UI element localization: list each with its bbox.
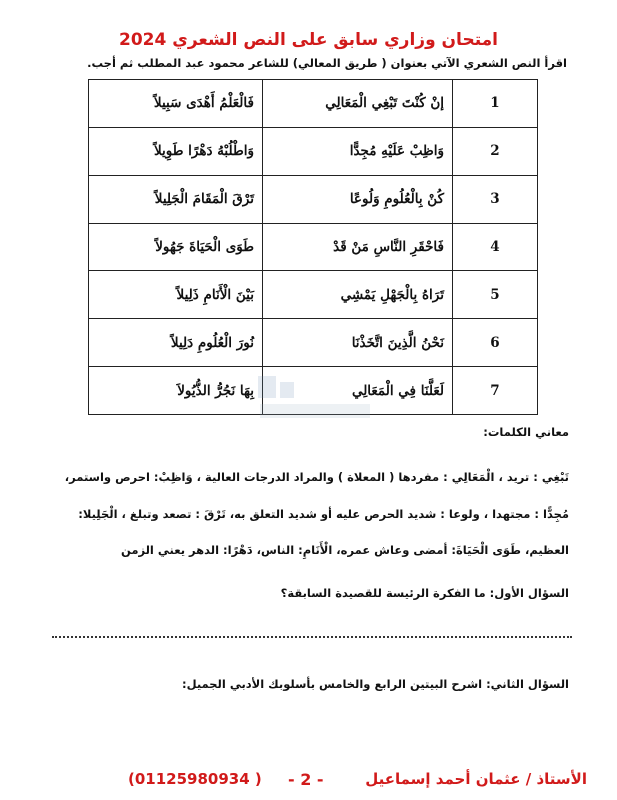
vocab-line-2: مُجِدًّا : مجتهدا ، ولوعا : شديد الحرص عليه أو شديد التعلق به، تَرْقَ : تصعد وتبلغ ، الْجَلِيلا: <box>78 507 569 521</box>
question-1: السؤال الأول: ما الفكرة الرئيسة للقصيدة السابقة؟ <box>280 586 569 600</box>
phone-number: (01125980934 ) <box>128 770 262 788</box>
verse-second-hemistich: بَيْنَ الْأَنَامِ ذَلِيلاً <box>89 271 263 319</box>
verse-first-hemistich: كُنْ بِالْعُلُومِ وَلُوعًا <box>263 175 453 223</box>
poem-row <box>89 319 538 367</box>
poem-row <box>89 175 538 223</box>
question-2: السؤال الثاني: اشرح البيتين الرابع والخامس بأسلوبك الأدبي الجميل: <box>182 677 569 691</box>
answer-dotted-line <box>52 636 572 638</box>
vocab-line-1: تَبْغِي : تريد ، الْمَعَالِي : مفردها ( المعلاة ) والمراد الدرجات العالية ، وَاظِبْ: احرص واستمر، <box>64 470 569 484</box>
verse-second-hemistich: بِهَا نَجُرُّ الذُّيُولاَ <box>89 367 263 415</box>
page-number: - 2 - <box>288 770 324 789</box>
verse-number: 2 <box>453 127 538 175</box>
poem-row <box>89 127 538 175</box>
verse-number: 5 <box>453 271 538 319</box>
poem-row <box>89 80 538 128</box>
watermark-logo <box>250 372 380 427</box>
poem-row <box>89 271 538 319</box>
verse-first-hemistich: وَاظِبْ عَلَيْهِ مُجِدًّا <box>263 127 453 175</box>
verse-second-hemistich: نُورَ الْعُلُومِ دَلِيلاً <box>89 319 263 367</box>
verse-first-hemistich: تَرَاهُ بِالْجَهْلِ يَمْشِي <box>263 271 453 319</box>
verse-second-hemistich: وَاطْلُبْهُ دَهْرًا طَوِيلاً <box>89 127 263 175</box>
verse-number: 4 <box>453 223 538 271</box>
verse-first-hemistich: إنْ كُنْتَ تَبْغِي الْمَعَالِي <box>263 80 453 128</box>
teacher-name: الأستاذ / عثمان أحمد إسماعيل <box>365 770 587 788</box>
page-footer <box>0 770 617 794</box>
verse-number: 1 <box>453 80 538 128</box>
verse-first-hemistich: فَاحْقَرِ النَّاسِ مَنْ قَدْ <box>263 223 453 271</box>
intro-instruction: اقرأ النص الشعري الآتي بعنوان ( طريق المعالي) للشاعر محمود عبد المطلب ثم أجب. <box>87 56 567 70</box>
page-title: امتحان وزاري سابق على النص الشعري 2024 <box>119 30 498 50</box>
verse-second-hemistich: طَوَى الْحَيَاةَ جَهُولاً <box>89 223 263 271</box>
poem-table <box>88 79 538 415</box>
verse-first-hemistich: لَعَلَّنَا فِي الْمَعَالِي <box>263 367 453 415</box>
verse-first-hemistich: نَحْنُ الَّذِينَ اتَّخَذْنَا <box>263 319 453 367</box>
verse-number: 3 <box>453 175 538 223</box>
vocab-line-3: العظيم، طَوَى الْحَيَاةَ: أمضى وعاش عمره، الْأَنَامِ: الناس، دَهْرًا: الدهر يعني الزمن <box>120 543 569 557</box>
verse-second-hemistich: فَالْعَلْمُ أَهْدَى سَبِيلاً <box>89 80 263 128</box>
verse-second-hemistich: تَرْقَ الْمَقَامَ الْجَلِيلاً <box>89 175 263 223</box>
vocab-heading: معاني الكلمات: <box>483 425 569 439</box>
verse-number: 6 <box>453 319 538 367</box>
poem-row <box>89 223 538 271</box>
verse-number: 7 <box>453 367 538 415</box>
